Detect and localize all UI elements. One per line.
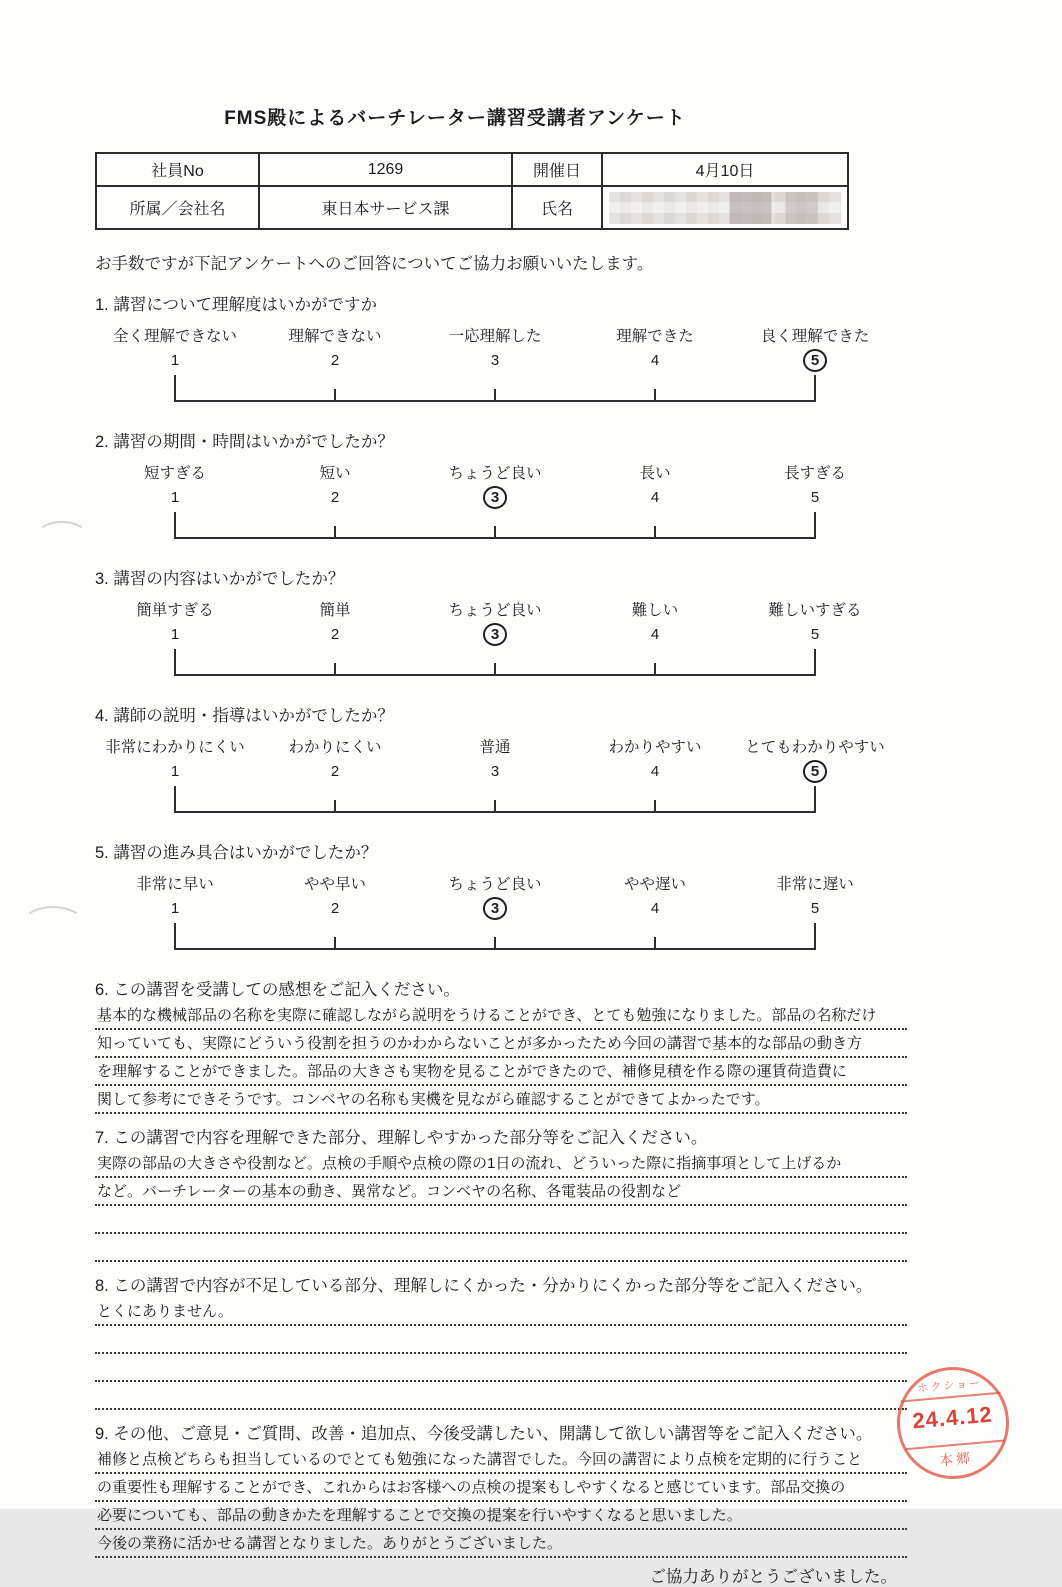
- question-text: この講習で内容を理解できた部分、理解しやすかった部分等をご記入ください。: [113, 1129, 708, 1147]
- option-number: 3: [490, 762, 500, 780]
- option-number: [410, 895, 580, 921]
- answer-line: 補修と点検どちらも担当しているのでとても勉強になった講習でした。今回の講習により点検を定期的に行うこと: [95, 1446, 907, 1474]
- option-label: 理解できた: [616, 328, 694, 345]
- scale-tick: [814, 786, 816, 813]
- option-number: [410, 621, 580, 647]
- rating-scale: [136, 598, 862, 676]
- answer-line-empty: [95, 1206, 907, 1234]
- red-date-stamp: [892, 1362, 1013, 1483]
- option-label: 非常に遅い: [776, 876, 854, 893]
- question-text: この講習で内容が不足している部分、理解しにくかった・分かりにくかった部分等をご記入ください。: [113, 1277, 873, 1295]
- scale-tick: [334, 800, 336, 813]
- scale-line: [175, 375, 815, 402]
- answer-line: など。バーチレーターの基本の動き、異常など。コンベヤの名称、各電装品の役割など: [95, 1178, 907, 1206]
- scale-option: [570, 598, 740, 647]
- option-number: 1: [170, 625, 180, 643]
- free-question-8: [95, 1272, 907, 1410]
- scale-option: [570, 872, 740, 921]
- stamp-company-text: ホクショー: [916, 1377, 983, 1395]
- rating-scale: [143, 461, 846, 539]
- rating-scale: [112, 324, 870, 402]
- scan-artifact-arc: [22, 906, 84, 942]
- question-number: 8.: [95, 1277, 109, 1295]
- table-row: [96, 186, 848, 229]
- answer-lines: [95, 1002, 907, 1114]
- selected-answer-circle: 5: [803, 760, 827, 783]
- option-number: 5: [810, 488, 820, 506]
- scale-option: [570, 324, 740, 373]
- option-number: 4: [650, 625, 660, 643]
- form-content: [95, 103, 907, 1587]
- scale-question-4: [95, 702, 907, 813]
- option-number: 4: [650, 899, 660, 917]
- scale-option: [250, 735, 420, 784]
- stamp-location-text: 本郷: [938, 1449, 974, 1469]
- option-label: ちょうど良い: [448, 602, 542, 619]
- scale-tick: [174, 512, 176, 539]
- scan-artifact-arc: [36, 521, 88, 551]
- option-number: 2: [330, 625, 340, 643]
- question-number: 3.: [95, 570, 109, 588]
- scale-line: [175, 649, 815, 676]
- answer-lines: [95, 1446, 907, 1558]
- question-title: [95, 428, 907, 452]
- scale-option: [250, 461, 420, 510]
- question-text: 講習の内容はいかがでしたか？: [113, 570, 345, 588]
- scale-line: [175, 923, 815, 950]
- scale-tick: [334, 663, 336, 676]
- scale-option: [250, 324, 420, 373]
- rating-scale: [105, 735, 885, 813]
- option-label: 短すぎる: [143, 465, 206, 482]
- question-text: 講習について理解度はいかがですか: [113, 296, 378, 314]
- option-label: 普通: [479, 739, 511, 756]
- scale-option: [730, 735, 900, 784]
- option-number: 2: [330, 899, 340, 917]
- answer-line-empty: [95, 1354, 907, 1382]
- option-number: 5: [810, 625, 820, 643]
- answer-line-empty: [95, 1382, 907, 1410]
- scale-option: [730, 461, 900, 510]
- question-text: この講習を受講しての感想をご記入ください。: [113, 981, 460, 999]
- option-label: 全く理解できない: [112, 328, 237, 345]
- scale-option: [730, 872, 900, 921]
- selected-answer-circle: 3: [483, 623, 507, 646]
- scale-option: [410, 461, 580, 510]
- rating-scale: [136, 872, 854, 950]
- answer-line: の重要性も理解することができ、これからはお客様への点検の提案もしやすくなると感じています。部品交換の: [95, 1474, 907, 1502]
- scale-option: [90, 461, 260, 510]
- free-question-7: [95, 1124, 907, 1262]
- option-number: 1: [170, 899, 180, 917]
- scale-tick: [654, 937, 656, 950]
- free-question-9: [95, 1420, 907, 1558]
- stamp-date: 24.4.12: [911, 1401, 994, 1434]
- scale-option: [90, 735, 260, 784]
- scale-tick: [654, 526, 656, 539]
- department-label: 所属／会社名: [96, 186, 259, 229]
- scale-tick: [174, 923, 176, 950]
- option-label: わかりやすい: [608, 739, 702, 756]
- department-value: 東日本サービス課: [259, 186, 512, 229]
- scale-option: [90, 872, 260, 921]
- selected-answer-circle: 3: [483, 486, 507, 509]
- option-number: 1: [170, 762, 180, 780]
- option-number: [730, 347, 900, 373]
- question-title: [95, 1272, 907, 1298]
- option-label: 一応理解した: [448, 328, 542, 345]
- info-table: [95, 152, 849, 230]
- option-label: 長い: [639, 465, 671, 482]
- scale-tick: [174, 649, 176, 676]
- scale-tick: [494, 937, 496, 950]
- employee-no-value: 1269: [259, 153, 512, 186]
- scale-tick: [654, 800, 656, 813]
- option-number: 1: [170, 351, 180, 369]
- scale-tick: [334, 389, 336, 402]
- page-title: FMS殿によるバーチレーター講習受講者アンケート: [224, 108, 686, 129]
- closing-thanks-text: ご協力ありがとうございました。: [649, 1568, 897, 1586]
- scale-tick: [334, 526, 336, 539]
- option-number: 4: [650, 762, 660, 780]
- scale-option: [570, 461, 740, 510]
- option-label: やや早い: [303, 876, 366, 893]
- scale-question-5: [95, 839, 907, 950]
- option-number: [730, 758, 900, 784]
- selected-answer-circle: 3: [483, 897, 507, 920]
- answer-line: 今後の業務に活かせる講習となりました。ありがとうございました。: [95, 1530, 907, 1558]
- answer-line: 実際の部品の大きさや役割など。点検の手順や点検の際の1日の流れ、どういった際に指摘事項として上げるか: [95, 1150, 907, 1178]
- question-text: 講師の説明・指導はいかがでしたか？: [113, 707, 394, 725]
- option-number: 4: [650, 488, 660, 506]
- redacted-name-mosaic: [609, 192, 841, 224]
- option-label: 長すぎる: [783, 465, 846, 482]
- scale-question-2: [95, 428, 907, 539]
- question-title: [95, 565, 907, 589]
- scale-option: [250, 598, 420, 647]
- scale-tick: [814, 512, 816, 539]
- scale-option: [250, 872, 420, 921]
- question-title: [95, 976, 907, 1002]
- answer-line-empty: [95, 1234, 907, 1262]
- option-label: 短い: [319, 465, 351, 482]
- question-title: [95, 1420, 907, 1446]
- scale-tick: [174, 786, 176, 813]
- selected-answer-circle: 5: [803, 349, 827, 372]
- option-label: 良く理解できた: [760, 328, 870, 345]
- scale-option: [410, 324, 580, 373]
- answer-line: 関して参考にできそうです。コンベヤの名称も実機を見ながら確認することができてよかったです。: [95, 1086, 907, 1114]
- scale-line: [175, 786, 815, 813]
- scale-question-3: [95, 565, 907, 676]
- scale-option: [410, 598, 580, 647]
- answer-line: とくにありません。: [95, 1298, 907, 1326]
- scale-line: [175, 512, 815, 539]
- scale-option: [90, 598, 260, 647]
- intro-text: お手数ですが下記アンケートへのご回答についてご協力お願いいたします。: [95, 255, 654, 273]
- option-number: 2: [330, 488, 340, 506]
- scale-option: [730, 598, 900, 647]
- question-number: 4.: [95, 707, 109, 725]
- option-label: 簡単: [319, 602, 351, 619]
- table-row: [96, 153, 848, 186]
- option-label: 非常に早い: [136, 876, 214, 893]
- event-date-label: 開催日: [512, 153, 602, 186]
- scale-tick: [334, 937, 336, 950]
- question-number: 6.: [95, 981, 109, 999]
- scale-tick: [174, 375, 176, 402]
- scale-tick: [494, 800, 496, 813]
- answer-line: 知っていても、実際にどういう役割を担うのかわからないことが多かったため今回の講習で基本的な部品の動き方: [95, 1030, 907, 1058]
- answer-lines: [95, 1150, 907, 1262]
- employee-no-label: 社員No: [96, 153, 259, 186]
- scale-tick: [654, 663, 656, 676]
- scale-tick: [494, 389, 496, 402]
- question-title: [95, 702, 907, 726]
- scale-tick: [814, 375, 816, 402]
- option-number: 2: [330, 762, 340, 780]
- answer-line-empty: [95, 1326, 907, 1354]
- scale-option: [410, 735, 580, 784]
- option-number: 2: [330, 351, 340, 369]
- option-label: 理解できない: [288, 328, 382, 345]
- answer-lines: [95, 1298, 907, 1410]
- name-value-cell: [602, 186, 848, 229]
- scale-tick: [814, 923, 816, 950]
- scale-tick: [654, 389, 656, 402]
- free-question-6: [95, 976, 907, 1114]
- question-text: 講習の進み具合はいかがでしたか？: [113, 844, 378, 862]
- scale-option: [410, 872, 580, 921]
- event-date-value: 4月10日: [602, 153, 848, 186]
- option-number: [410, 484, 580, 510]
- scale-tick: [814, 649, 816, 676]
- question-title: [95, 839, 907, 863]
- scale-option: [570, 735, 740, 784]
- scale-question-1: [95, 291, 907, 402]
- option-number: 3: [490, 351, 500, 369]
- answer-line: 基本的な機械部品の名称を実際に確認しながら説明をうけることができ、とても勉強になりました。部品の名称だけ: [95, 1002, 907, 1030]
- answer-line: を理解することができました。部品の大きさも実物を見ることができたので、補修見積を作る際の運賃荷造費に: [95, 1058, 907, 1086]
- scale-tick: [494, 663, 496, 676]
- question-number: 5.: [95, 844, 109, 862]
- option-label: とてもわかりやすい: [745, 739, 885, 756]
- question-number: 9.: [95, 1425, 109, 1443]
- question-title: [95, 1124, 907, 1150]
- option-label: わかりにくい: [288, 739, 382, 756]
- option-number: 1: [170, 488, 180, 506]
- option-number: 4: [650, 351, 660, 369]
- scale-option: [90, 324, 260, 373]
- name-label: 氏名: [512, 186, 602, 229]
- option-label: ちょうど良い: [448, 465, 542, 482]
- answer-line: 必要についても、部品の動きかたを理解することで交換の提案を行いやすくなると思いました。: [95, 1502, 907, 1530]
- question-number: 7.: [95, 1129, 109, 1147]
- option-label: 非常にわかりにくい: [105, 739, 245, 756]
- option-label: 簡単すぎる: [136, 602, 214, 619]
- option-label: やや遅い: [623, 876, 686, 893]
- question-number: 1.: [95, 296, 109, 314]
- option-label: 難しい: [631, 602, 679, 619]
- option-label: ちょうど良い: [448, 876, 542, 893]
- question-text: 講習の期間・時間はいかがでしたか？: [113, 433, 394, 451]
- option-number: 5: [810, 899, 820, 917]
- question-number: 2.: [95, 433, 109, 451]
- question-text: その他、ご意見・ご質問、改善・追加点、今後受講したい、開講して欲しい講習等をご記入ください。: [113, 1425, 873, 1443]
- question-title: [95, 291, 907, 315]
- scale-option: [730, 324, 900, 373]
- scale-tick: [494, 526, 496, 539]
- option-label: 難しいすぎる: [768, 602, 862, 619]
